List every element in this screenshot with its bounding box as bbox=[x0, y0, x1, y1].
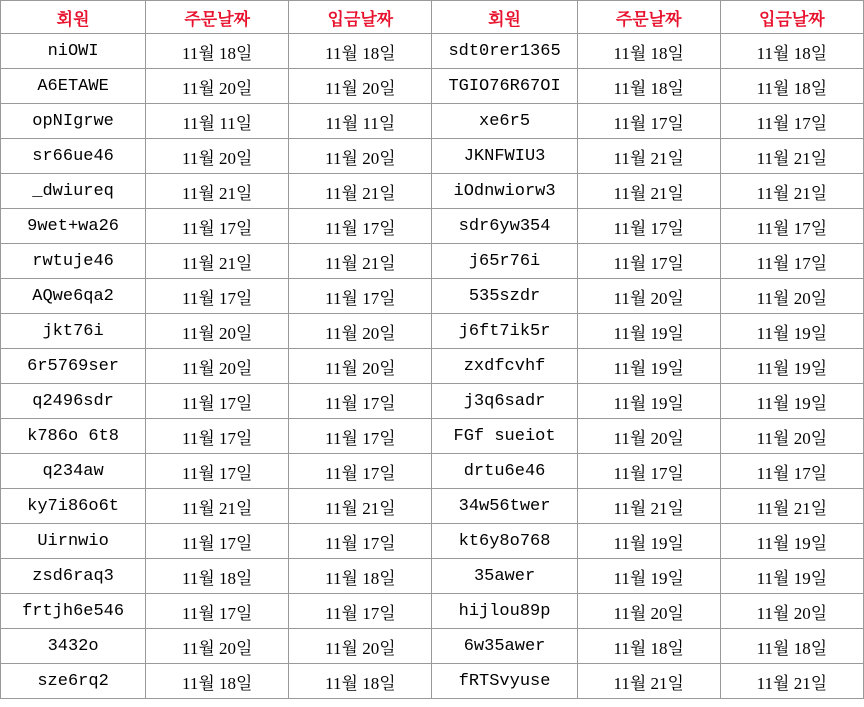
member-cell-left: _dwiureq bbox=[1, 174, 146, 209]
payment-date-cell-left: 11월 17일 bbox=[289, 279, 432, 314]
payment-date-cell-left: 11월 20일 bbox=[289, 349, 432, 384]
member-cell-right: 35awer bbox=[432, 559, 577, 594]
order-date-cell-right: 11월 17일 bbox=[577, 244, 720, 279]
payment-date-cell-right: 11월 20일 bbox=[720, 279, 863, 314]
member-cell-right: j65r76i bbox=[432, 244, 577, 279]
payment-date-cell-right: 11월 19일 bbox=[720, 314, 863, 349]
order-date-cell-left: 11월 17일 bbox=[146, 209, 289, 244]
table-row bbox=[1, 419, 864, 454]
order-date-cell-right: 11월 17일 bbox=[577, 209, 720, 244]
payment-date-cell-right: 11월 18일 bbox=[720, 629, 863, 664]
member-cell-right: 535szdr bbox=[432, 279, 577, 314]
member-cell-left: niOWI bbox=[1, 34, 146, 69]
payment-date-cell-left: 11월 18일 bbox=[289, 559, 432, 594]
order-date-cell-right: 11월 21일 bbox=[577, 139, 720, 174]
member-cell-right: JKNFWIU3 bbox=[432, 139, 577, 174]
member-cell-right: j3q6sadr bbox=[432, 384, 577, 419]
order-date-cell-right: 11월 18일 bbox=[577, 34, 720, 69]
order-date-cell-right: 11월 17일 bbox=[577, 454, 720, 489]
member-cell-right: 34w56twer bbox=[432, 489, 577, 524]
order-date-cell-left: 11월 20일 bbox=[146, 349, 289, 384]
member-cell-left: A6ETAWE bbox=[1, 69, 146, 104]
member-cell-left: frtjh6e546 bbox=[1, 594, 146, 629]
payment-date-cell-left: 11월 20일 bbox=[289, 629, 432, 664]
member-cell-left: 6r5769ser bbox=[1, 349, 146, 384]
order-date-cell-left: 11월 17일 bbox=[146, 279, 289, 314]
member-cell-left: k786o 6t8 bbox=[1, 419, 146, 454]
payment-date-cell-left: 11월 17일 bbox=[289, 419, 432, 454]
member-cell-left: opNIgrwe bbox=[1, 104, 146, 139]
table-row bbox=[1, 69, 864, 104]
payment-date-cell-right: 11월 17일 bbox=[720, 104, 863, 139]
payment-date-cell-left: 11월 17일 bbox=[289, 524, 432, 559]
member-cell-right: hijlou89p bbox=[432, 594, 577, 629]
member-cell-left: AQwe6qa2 bbox=[1, 279, 146, 314]
order-date-cell-left: 11월 21일 bbox=[146, 244, 289, 279]
order-date-cell-left: 11월 21일 bbox=[146, 489, 289, 524]
order-date-cell-left: 11월 17일 bbox=[146, 419, 289, 454]
table-header bbox=[1, 1, 864, 34]
order-date-cell-right: 11월 19일 bbox=[577, 314, 720, 349]
member-cell-left: zsd6raq3 bbox=[1, 559, 146, 594]
member-cell-left: rwtuje46 bbox=[1, 244, 146, 279]
column-header-order-date-right: 주문날짜 bbox=[577, 1, 720, 34]
payment-date-cell-left: 11월 17일 bbox=[289, 454, 432, 489]
table-row bbox=[1, 104, 864, 139]
payment-date-cell-right: 11월 18일 bbox=[720, 69, 863, 104]
order-date-cell-right: 11월 17일 bbox=[577, 104, 720, 139]
order-date-cell-right: 11월 21일 bbox=[577, 174, 720, 209]
order-date-cell-left: 11월 11일 bbox=[146, 104, 289, 139]
payment-date-cell-right: 11월 21일 bbox=[720, 174, 863, 209]
table-row bbox=[1, 524, 864, 559]
payment-date-cell-right: 11월 17일 bbox=[720, 454, 863, 489]
payment-date-cell-left: 11월 18일 bbox=[289, 664, 432, 699]
member-cell-right: fRTSvyuse bbox=[432, 664, 577, 699]
table-row bbox=[1, 664, 864, 699]
order-date-cell-left: 11월 20일 bbox=[146, 314, 289, 349]
payment-date-cell-right: 11월 17일 bbox=[720, 244, 863, 279]
order-date-cell-right: 11월 21일 bbox=[577, 664, 720, 699]
payment-date-cell-left: 11월 20일 bbox=[289, 69, 432, 104]
payment-date-cell-right: 11월 19일 bbox=[720, 349, 863, 384]
member-cell-right: 6w35awer bbox=[432, 629, 577, 664]
payment-date-cell-left: 11월 17일 bbox=[289, 384, 432, 419]
order-date-cell-right: 11월 19일 bbox=[577, 524, 720, 559]
order-date-cell-right: 11월 21일 bbox=[577, 489, 720, 524]
payment-date-cell-left: 11월 11일 bbox=[289, 104, 432, 139]
order-date-cell-left: 11월 17일 bbox=[146, 384, 289, 419]
column-header-order-date-left: 주문날짜 bbox=[146, 1, 289, 34]
column-header-payment-date-right: 입금날짜 bbox=[720, 1, 863, 34]
payment-date-cell-right: 11월 17일 bbox=[720, 209, 863, 244]
table-header-row bbox=[1, 1, 864, 34]
member-cell-right: sdr6yw354 bbox=[432, 209, 577, 244]
order-date-cell-left: 11월 17일 bbox=[146, 454, 289, 489]
member-cell-right: j6ft7ik5r bbox=[432, 314, 577, 349]
member-cell-left: 3432o bbox=[1, 629, 146, 664]
member-cell-right: iOdnwiorw3 bbox=[432, 174, 577, 209]
table-row bbox=[1, 594, 864, 629]
payment-date-cell-left: 11월 17일 bbox=[289, 594, 432, 629]
member-cell-right: xe6r5 bbox=[432, 104, 577, 139]
member-cell-left: sr66ue46 bbox=[1, 139, 146, 174]
payment-date-cell-right: 11월 19일 bbox=[720, 559, 863, 594]
table-body bbox=[1, 34, 864, 699]
payment-date-cell-right: 11월 21일 bbox=[720, 664, 863, 699]
table-row bbox=[1, 34, 864, 69]
payment-date-cell-left: 11월 21일 bbox=[289, 174, 432, 209]
column-header-member-right: 회원 bbox=[432, 1, 577, 34]
order-date-cell-left: 11월 17일 bbox=[146, 524, 289, 559]
order-date-cell-left: 11월 20일 bbox=[146, 69, 289, 104]
member-cell-right: TGIO76R67OI bbox=[432, 69, 577, 104]
payment-date-cell-right: 11월 18일 bbox=[720, 34, 863, 69]
order-date-cell-right: 11월 19일 bbox=[577, 384, 720, 419]
payment-date-cell-left: 11월 21일 bbox=[289, 489, 432, 524]
table-row bbox=[1, 209, 864, 244]
order-date-cell-left: 11월 20일 bbox=[146, 139, 289, 174]
column-header-member-left: 회원 bbox=[1, 1, 146, 34]
payment-date-cell-right: 11월 19일 bbox=[720, 384, 863, 419]
payment-date-cell-right: 11월 20일 bbox=[720, 594, 863, 629]
order-date-cell-left: 11월 17일 bbox=[146, 594, 289, 629]
member-cell-left: 9wet+wa26 bbox=[1, 209, 146, 244]
order-date-cell-right: 11월 19일 bbox=[577, 559, 720, 594]
table-row bbox=[1, 384, 864, 419]
table-row bbox=[1, 314, 864, 349]
payment-date-cell-left: 11월 20일 bbox=[289, 314, 432, 349]
member-cell-left: Uirnwio bbox=[1, 524, 146, 559]
table-row bbox=[1, 244, 864, 279]
member-cell-right: sdt0rer1365 bbox=[432, 34, 577, 69]
member-cell-right: drtu6e46 bbox=[432, 454, 577, 489]
table-row bbox=[1, 174, 864, 209]
payment-date-cell-right: 11월 21일 bbox=[720, 489, 863, 524]
order-date-cell-left: 11월 18일 bbox=[146, 34, 289, 69]
member-cell-left: q2496sdr bbox=[1, 384, 146, 419]
payment-date-cell-right: 11월 19일 bbox=[720, 524, 863, 559]
order-date-cell-left: 11월 20일 bbox=[146, 629, 289, 664]
payment-date-cell-left: 11월 20일 bbox=[289, 139, 432, 174]
table-row bbox=[1, 139, 864, 174]
order-date-cell-right: 11월 20일 bbox=[577, 419, 720, 454]
member-cell-right: kt6y8o768 bbox=[432, 524, 577, 559]
table-row bbox=[1, 279, 864, 314]
table-row bbox=[1, 349, 864, 384]
table-row bbox=[1, 454, 864, 489]
order-date-cell-right: 11월 18일 bbox=[577, 69, 720, 104]
payment-date-cell-right: 11월 21일 bbox=[720, 139, 863, 174]
order-date-cell-left: 11월 18일 bbox=[146, 559, 289, 594]
order-date-cell-right: 11월 18일 bbox=[577, 629, 720, 664]
payment-date-cell-right: 11월 20일 bbox=[720, 419, 863, 454]
order-date-cell-left: 11월 18일 bbox=[146, 664, 289, 699]
member-cell-right: FGf sueiot bbox=[432, 419, 577, 454]
member-cell-left: jkt76i bbox=[1, 314, 146, 349]
payment-date-cell-left: 11월 21일 bbox=[289, 244, 432, 279]
payment-date-cell-left: 11월 18일 bbox=[289, 34, 432, 69]
order-date-cell-right: 11월 19일 bbox=[577, 349, 720, 384]
order-date-cell-right: 11월 20일 bbox=[577, 279, 720, 314]
member-cell-left: ky7i86o6t bbox=[1, 489, 146, 524]
order-date-cell-left: 11월 21일 bbox=[146, 174, 289, 209]
payment-date-cell-left: 11월 17일 bbox=[289, 209, 432, 244]
column-header-payment-date-left: 입금날짜 bbox=[289, 1, 432, 34]
member-cell-left: sze6rq2 bbox=[1, 664, 146, 699]
member-cell-right: zxdfcvhf bbox=[432, 349, 577, 384]
table-row bbox=[1, 489, 864, 524]
table-row bbox=[1, 629, 864, 664]
member-cell-left: q234aw bbox=[1, 454, 146, 489]
order-date-cell-right: 11월 20일 bbox=[577, 594, 720, 629]
table-row bbox=[1, 559, 864, 594]
